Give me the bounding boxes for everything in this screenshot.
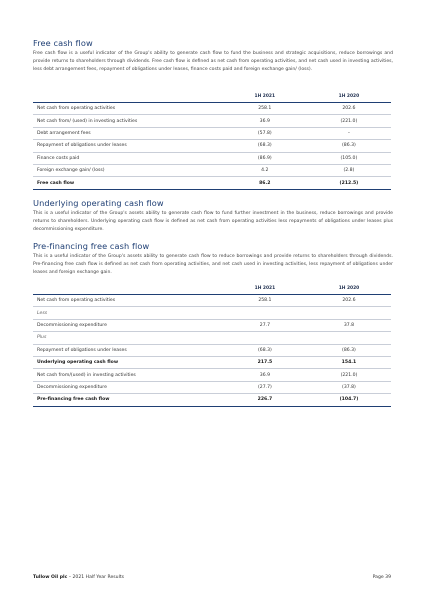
section-title-pre-financing-free-cash-flow: Pre-financing free cash flow bbox=[33, 241, 150, 251]
table-row bbox=[33, 381, 391, 393]
value-1h2020: (104.7) bbox=[307, 394, 391, 406]
table-row bbox=[33, 344, 391, 356]
value-1h2020: (37.8) bbox=[307, 381, 391, 393]
footer-report: – 2021 Half Year Results bbox=[67, 575, 125, 580]
table-row bbox=[33, 164, 391, 176]
row-label: Debt arrangement fees bbox=[33, 127, 223, 139]
table-header-label bbox=[33, 282, 223, 295]
value-1h2021: 86.2 bbox=[223, 177, 307, 189]
row-label: Less bbox=[33, 307, 223, 319]
value-1h2020 bbox=[307, 307, 391, 319]
value-1h2020 bbox=[307, 332, 391, 344]
row-label: Net cash from/(used) in investing activities bbox=[33, 369, 223, 381]
row-label: Repayment of obligations under leases bbox=[33, 140, 223, 152]
value-1h2021: 27.7 bbox=[223, 319, 307, 331]
table-row bbox=[33, 103, 391, 115]
value-1h2020: (2.8) bbox=[307, 164, 391, 176]
value-1h2020: (221.0) bbox=[307, 115, 391, 127]
footer-company: Tullow Oil plc bbox=[33, 575, 68, 580]
table-row bbox=[33, 115, 391, 127]
value-1h2020: (105.0) bbox=[307, 152, 391, 164]
free-cash-flow-table bbox=[33, 90, 391, 190]
table-row bbox=[33, 127, 391, 139]
table-row bbox=[33, 332, 391, 344]
table-header-row bbox=[33, 282, 391, 295]
footer-report-title bbox=[33, 575, 124, 580]
row-label: Foreign exchange gain/ (loss) bbox=[33, 164, 223, 176]
table-row bbox=[33, 356, 391, 368]
value-1h2021: (68.3) bbox=[223, 140, 307, 152]
table-header-1h2020: 1H 2020 bbox=[338, 285, 360, 291]
value-1h2021: 4.2 bbox=[223, 164, 307, 176]
row-label: Decommissioning expenditure bbox=[33, 381, 223, 393]
table-row bbox=[33, 177, 391, 189]
row-label: Net cash from/ (used) in investing activities bbox=[33, 115, 223, 127]
row-label: Finance costs paid bbox=[33, 152, 223, 164]
row-label: Decommissioning expenditure bbox=[33, 319, 223, 331]
table-row bbox=[33, 307, 391, 319]
row-label: Repayment of obligations under leases bbox=[33, 344, 223, 356]
row-label: Plus bbox=[33, 332, 223, 344]
value-1h2021: 258.1 bbox=[223, 103, 307, 115]
value-1h2021: (86.9) bbox=[223, 152, 307, 164]
table-row bbox=[33, 295, 391, 307]
section-title-free-cash-flow: Free cash flow bbox=[33, 38, 93, 48]
value-1h2020: 202.6 bbox=[307, 295, 391, 307]
pre-financing-table bbox=[33, 282, 391, 407]
row-label: Pre-financing free cash flow bbox=[33, 394, 223, 406]
row-label: Net cash from operating activities bbox=[33, 295, 223, 307]
value-1h2020: (86.3) bbox=[307, 140, 391, 152]
section-text-underlying-operating-cash-flow: This is a useful indicator of the Group's assets ability to generate cash flow to fund further investment in the business, reduce borrowings and provide returns to shareholders. Underlying operating cash flow is defined as net cash from operating activities less repayments of obligations under leases plus decommissioning expenditure. bbox=[33, 211, 393, 233]
page-number: Page 39 bbox=[372, 575, 391, 580]
table-header-label bbox=[33, 90, 223, 103]
section-text-pre-financing-free-cash-flow: This is a useful indicator of the Group's assets ability to generate cash flow to reduce borrowings and provide returns to shareholders through dividends. Pre-financing free cash flow is defined as net cash from operating activities, and net cash used in investing activities, less repayment of obligations under leases and foreign exchange gain. bbox=[33, 254, 393, 276]
value-1h2021: 36.9 bbox=[223, 369, 307, 381]
section-title-underlying-operating-cash-flow: Underlying operating cash flow bbox=[33, 198, 164, 208]
row-label: Underlying operating cash flow bbox=[33, 356, 223, 368]
value-1h2021 bbox=[223, 307, 307, 319]
value-1h2021: (27.7) bbox=[223, 381, 307, 393]
value-1h2021: 258.1 bbox=[223, 295, 307, 307]
value-1h2021 bbox=[223, 332, 307, 344]
table-header-1h2020: 1H 2020 bbox=[338, 93, 360, 99]
table-row bbox=[33, 394, 391, 406]
value-1h2020: (221.0) bbox=[307, 369, 391, 381]
value-1h2020: 37.8 bbox=[307, 319, 391, 331]
value-1h2021: 217.5 bbox=[223, 356, 307, 368]
table-row bbox=[33, 140, 391, 152]
value-1h2020: – bbox=[307, 127, 391, 139]
value-1h2020: 154.1 bbox=[307, 356, 391, 368]
row-label: Free cash flow bbox=[33, 177, 223, 189]
value-1h2020: (212.5) bbox=[307, 177, 391, 189]
table-row bbox=[33, 152, 391, 164]
value-1h2021: 36.9 bbox=[223, 115, 307, 127]
table-header-1h2021: 1H 2021 bbox=[254, 285, 276, 291]
table-row bbox=[33, 319, 391, 331]
table-row bbox=[33, 369, 391, 381]
table-header-row bbox=[33, 90, 391, 103]
value-1h2020: (86.3) bbox=[307, 344, 391, 356]
value-1h2021: (57.8) bbox=[223, 127, 307, 139]
row-label: Net cash from operating activities bbox=[33, 103, 223, 115]
value-1h2021: 226.7 bbox=[223, 394, 307, 406]
value-1h2020: 202.6 bbox=[307, 103, 391, 115]
value-1h2021: (68.3) bbox=[223, 344, 307, 356]
section-text-free-cash-flow: Free cash flow is a useful indicator of the Group's ability to generate cash flow to fund the business and strategic acquisitions, reduce borrowings and provide returns to shareholders through dividends. Free cash flow is defined as net cash from operating activities, and net cash used in investing activities, less debt arrangement fees, repayment of obligations under leases, finance costs paid and foreign exchange gain/ (loss). bbox=[33, 51, 393, 73]
table-header-1h2021: 1H 2021 bbox=[254, 93, 276, 99]
